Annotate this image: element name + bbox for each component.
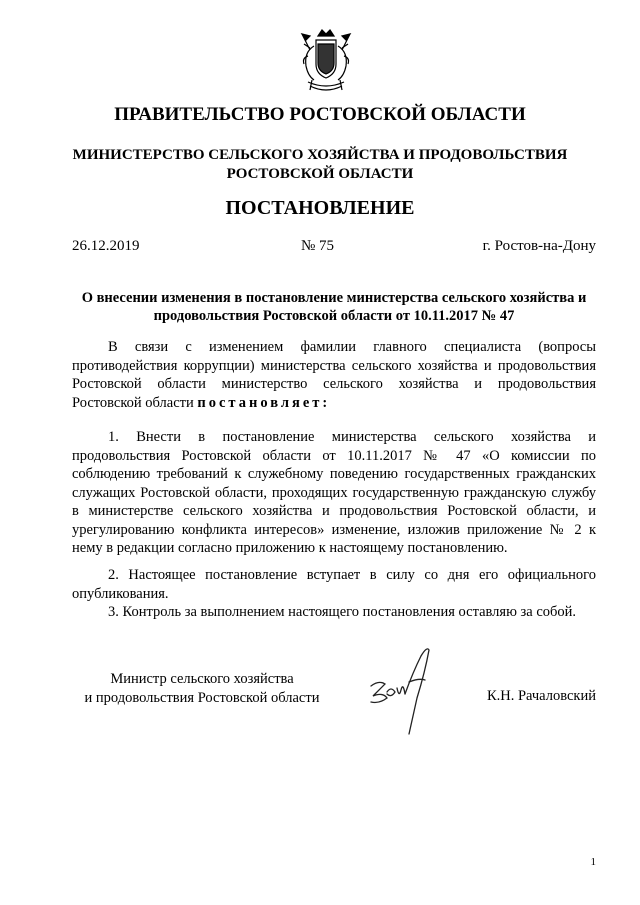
document-city: г. Ростов-на-Дону — [482, 238, 596, 254]
preamble-text: В связи с изменением фамилии главного специалиста (вопросы противодействия коррупции) министерства сельского хозяйства и продовольствия Ростовской области министерство сельского хозяйства и продовольствия Ростовской области — [72, 339, 596, 411]
preamble-paragraph: В связи с изменением фамилии главного специалиста (вопросы противодействия коррупции) министерства сельского хозяйства и продовольствия Ростовской области министерство сельского хозяйства и продовольствия Ростовской области постановляет: — [72, 339, 596, 411]
signatory-name: К.Н. Рачаловский — [486, 688, 596, 704]
page-number: 1 — [590, 856, 596, 868]
coat-of-arms-icon — [296, 26, 356, 96]
document-type: ПОСТАНОВЛЕНИЕ — [225, 197, 415, 219]
signatory-position — [72, 670, 332, 707]
ministry-title-line1: МИНИСТЕРСТВО СЕЛЬСКОГО ХОЗЯЙСТВА И ПРОДОВОЛЬСТВИЯ — [72, 147, 568, 163]
document-subject: О внесении изменения в постановление министерства сельского хозяйства и продовольствия Ростовской области от 10.11.2017 № 47 — [81, 290, 587, 324]
signatory-position-line2: и продовольствия Ростовской области — [84, 689, 320, 706]
ministry-title — [0, 146, 640, 184]
government-title: ПРАВИТЕЛЬСТВО РОСТОВСКОЙ ОБЛАСТИ — [114, 104, 526, 125]
decree-word: постановляет — [197, 394, 323, 411]
item-3-paragraph: 3. Контроль за выполнением настоящего постановления оставляю за собой. — [108, 604, 577, 620]
handwritten-signature — [365, 642, 445, 742]
item-2-paragraph: 2. Настоящее постановление вступает в силу со дня его официального опубликования. — [72, 567, 596, 602]
item-1-paragraph: 1. Внести в постановление министерства сельского хозяйства и продовольствия Ростовской области от 10.11.2017 № 47 «О комиссии по соблюдению требований к служебному поведению государственных гражданских служащих Ростовской области, проходящих государственную гражданскую службу в министерстве сельского хозяйства и продовольствия Ростовской области, и урегулированию конфликта интересов» изменение, изложив приложение № 2 к нему в редакции согласно приложению к настоящему постановлению. — [72, 429, 596, 556]
ministry-title-line2: РОСТОВСКОЙ ОБЛАСТИ — [226, 166, 414, 182]
signatory-position-line1: Министр сельского хозяйства — [110, 671, 294, 687]
document-number: № 75 — [301, 238, 335, 254]
document-date: 26.12.2019 — [72, 238, 140, 254]
